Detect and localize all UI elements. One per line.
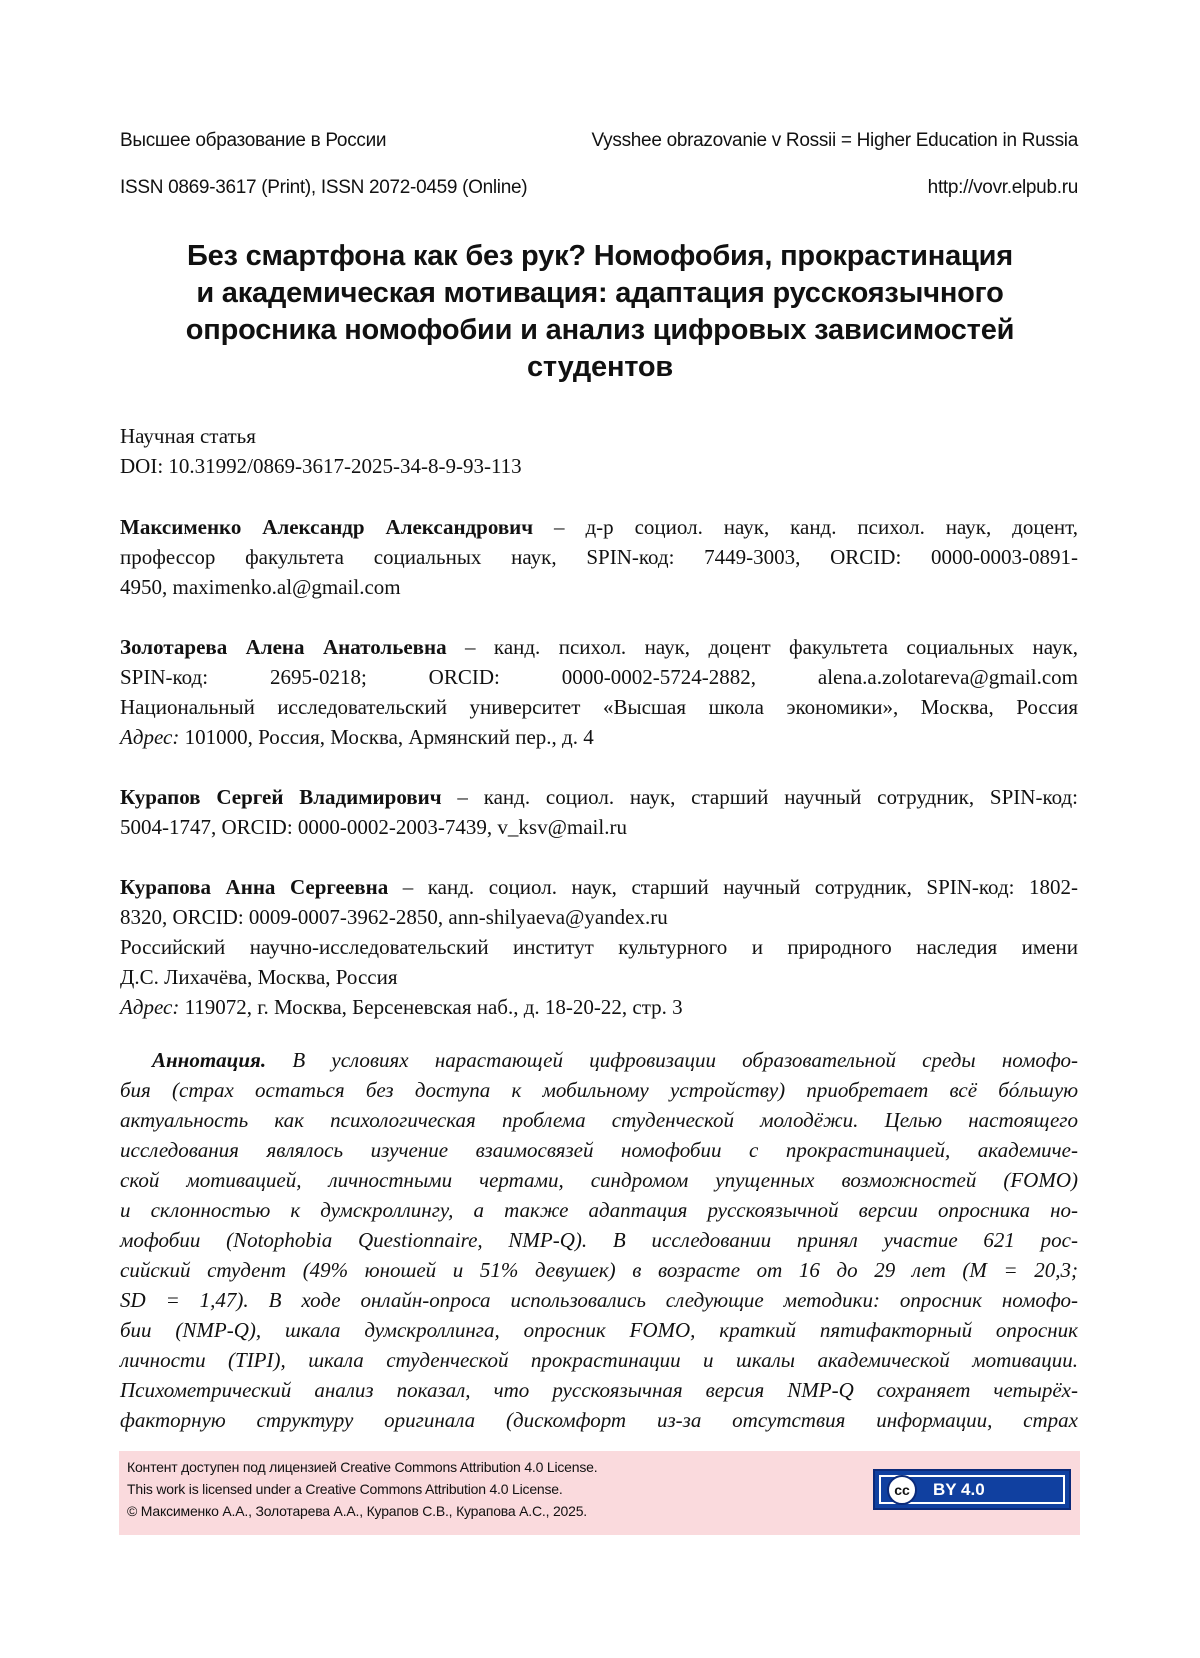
abstract bbox=[120, 1045, 1078, 1435]
author-credentials: – канд. социол. наук, старший научный сотрудник, SPIN-код: bbox=[441, 785, 1078, 809]
author-block-2 bbox=[120, 632, 1078, 752]
license-line-ru: Контент доступен под лицензией Creative Commons Attribution 4.0 License. bbox=[127, 1459, 598, 1475]
author-name: Максименко Александр Александрович bbox=[120, 515, 534, 539]
cc-by-license-badge[interactable] bbox=[873, 1469, 1071, 1510]
abstract-line: мофобии (Notophobia Questionnaire, NMP-Q). В исследовании принял участие 621 рос- bbox=[120, 1228, 1078, 1252]
author-credentials: – канд. психол. наук, доцент факультета социальных наук, bbox=[446, 635, 1078, 659]
abstract-line: и склонностью к думскроллингу, а также адаптация русскоязычной версии опросника но- bbox=[120, 1198, 1078, 1222]
author-details: профессор факультета социальных наук, SPIN-код: 7449-3003, ORCID: 0000-0003-0891- bbox=[120, 545, 1078, 569]
affiliation-org-cont: Д.С. Лихачёва, Москва, Россия bbox=[120, 965, 398, 989]
affiliation-org: Национальный исследовательский университет «Высшая школа экономики», Москва, Россия bbox=[120, 695, 1078, 719]
author-contact: 4950, maximenko.al@gmail.com bbox=[120, 575, 401, 599]
title-line: студентов bbox=[526, 351, 674, 383]
author-credentials: – канд. социол. наук, старший научный сотрудник, SPIN-код: 1802- bbox=[388, 875, 1078, 899]
license-line-en: This work is licensed under a Creative Commons Attribution 4.0 License. bbox=[127, 1481, 563, 1497]
author-name: Курапов Сергей Владимирович bbox=[120, 785, 442, 809]
affiliation-org: Российский научно-исследовательский институт культурного и природного наследия имени bbox=[120, 935, 1078, 959]
issn: ISSN 0869-3617 (Print), ISSN 2072-0459 (Online) bbox=[120, 177, 528, 198]
abstract-line: актуальность как психологическая проблема студенческой молодёжи. Целью настоящего bbox=[120, 1108, 1078, 1132]
affiliation-address: Адрес: 119072, г. Москва, Берсеневская наб., д. 18-20-22, стр. 3 bbox=[120, 995, 683, 1019]
abstract-line: исследования являлось изучение взаимосвязей номофобии с прокрастинацией, академиче- bbox=[120, 1138, 1078, 1162]
cc-by-label: BY 4.0 bbox=[933, 1480, 985, 1499]
copyright-line: © Максименко А.А., Золотарева А.А., Курапов С.В., Курапова А.С., 2025. bbox=[127, 1503, 587, 1519]
author-details: 8320, ORCID: 0009-0007-3962-2850, ann-shilyaeva@yandex.ru bbox=[120, 905, 668, 929]
article-meta bbox=[120, 421, 1078, 481]
address-label: Адрес: bbox=[120, 995, 180, 1019]
abstract-line: Психометрический анализ показал, что русскоязычная версия NMP-Q сохраняет четырёх- bbox=[120, 1378, 1078, 1402]
article-title bbox=[120, 238, 1080, 386]
author-block-4 bbox=[120, 872, 1078, 1022]
abstract-line: сийский студент (49% юношей и 51% девушек) в возрасте от 16 до 29 лет (M = 20,3; bbox=[120, 1258, 1078, 1282]
affiliation-address: Адрес: 101000, Россия, Москва, Армянский пер., д. 4 bbox=[120, 725, 594, 749]
address-label: Адрес: bbox=[120, 725, 180, 749]
author-name: Золотарева Алена Анатольевна bbox=[120, 635, 447, 659]
title-line: Без смартфона как без рук? Номофобия, прокрастинация bbox=[186, 240, 1013, 272]
abstract-text: В условиях нарастающей цифровизации образовательной среды номофо- bbox=[266, 1048, 1078, 1072]
abstract-label: Аннотация. bbox=[152, 1048, 267, 1072]
author-name: Курапова Анна Сергеевна bbox=[120, 875, 389, 899]
author-details: 5004-1747, ORCID: 0000-0002-2003-7439, v_ksv@mail.ru bbox=[120, 815, 627, 839]
author-credentials: – д-р социол. наук, канд. психол. наук, доцент, bbox=[533, 515, 1078, 539]
abstract-line: SD = 1,47). В ходе онлайн-опроса использовались следующие методики: опросник номофо- bbox=[120, 1288, 1078, 1312]
article-type: Научная статья bbox=[120, 424, 256, 448]
title-line: и академическая мотивация: адаптация русскоязычного bbox=[196, 277, 1004, 309]
abstract-line: факторную структуру оригинала (дискомфорт из-за отсутствия информации, страх bbox=[120, 1408, 1078, 1432]
title-line: опросника номофобии и анализ цифровых зависимостей bbox=[185, 314, 1015, 346]
license-box bbox=[119, 1451, 1080, 1535]
abstract-line: бии (NMP-Q), шкала думскроллинга, опросник FOMO, краткий пятифакторный опросник bbox=[120, 1318, 1078, 1342]
abstract-line: личности (TIPI), шкала студенческой прокрастинации и шкалы академической мотивации. bbox=[120, 1348, 1078, 1372]
author-block-3 bbox=[120, 782, 1078, 842]
cc-icon: cc bbox=[887, 1475, 917, 1505]
author-details: SPIN-код: 2695-0218; ORCID: 0000-0002-5724-2882, alena.a.zolotareva@gmail.com bbox=[120, 665, 1078, 689]
abstract-line: ской мотивацией, личностными чертами, синдромом упущенных возможностей (FOMO) bbox=[120, 1168, 1078, 1192]
abstract-line: бия (страх остаться без доступа к мобильному устройству) приобретает всё бóльшую bbox=[120, 1078, 1078, 1102]
doi[interactable]: DOI: 10.31992/0869-3617-2025-34-8-9-93-113 bbox=[120, 454, 522, 478]
journal-title-ru: Высшее образование в России bbox=[120, 130, 387, 151]
journal-url[interactable]: http://vovr.elpub.ru bbox=[927, 177, 1078, 198]
author-block-1 bbox=[120, 512, 1078, 602]
journal-title-en: Vysshee obrazovanie v Rossii = Higher Education in Russia bbox=[591, 130, 1078, 151]
